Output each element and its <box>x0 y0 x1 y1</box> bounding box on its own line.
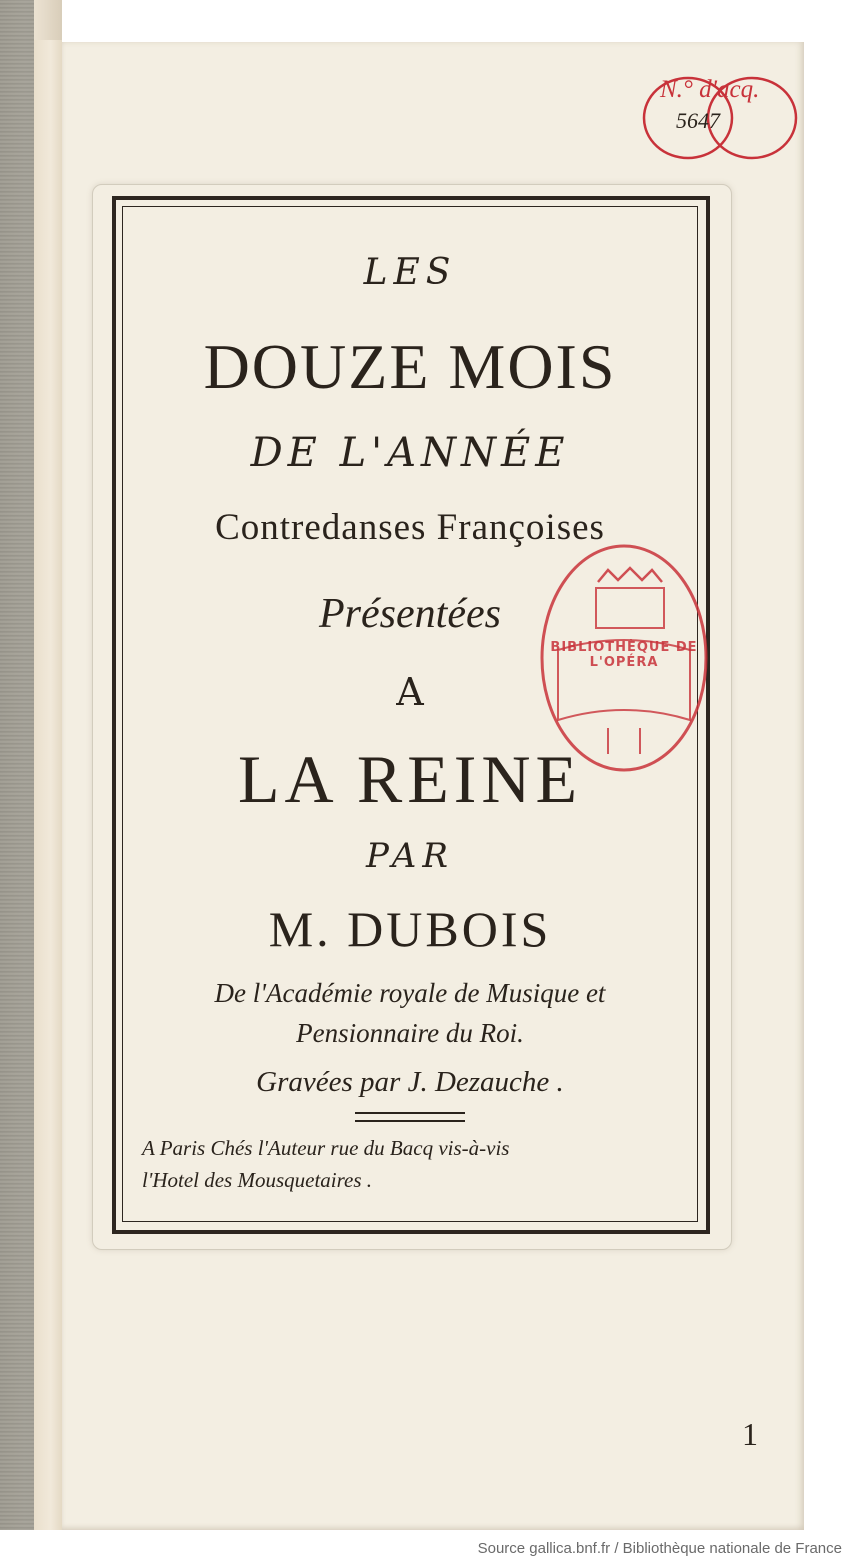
title-douze-mois: DOUZE MOIS <box>203 331 617 402</box>
subtitle-contredanses: Contredanses Françoises <box>215 507 605 548</box>
engraver-credit: Gravées par J. Dezauche . <box>256 1066 564 1098</box>
imprint-line-2: l'Hotel des Mousquetaires . <box>142 1168 373 1192</box>
acquisition-label: N.° d'acq. <box>660 76 760 103</box>
ornamental-rule <box>355 1112 465 1122</box>
book-binding <box>0 0 62 1530</box>
acquisition-number: 5647 <box>676 108 720 133</box>
author-name: M. DUBOIS <box>268 901 552 957</box>
byline-par: PAR <box>366 836 454 876</box>
author-title-line-2: Pensionnaire du Roi. <box>296 1018 524 1048</box>
source-credit: Source gallica.bnf.fr / Bibliothèque nationale de France <box>477 1540 842 1557</box>
dedicatee-la-reine: LA REINE <box>237 741 583 817</box>
imprint-line-1: A Paris Chés l'Auteur rue du Bacq vis-à-vis <box>142 1136 510 1160</box>
binding-cloth <box>0 0 34 1530</box>
dedication-a: A <box>396 670 424 714</box>
page-edges <box>34 40 62 1530</box>
folio-number: 1 <box>742 1416 758 1452</box>
dedication-presentees: Présentées <box>319 591 501 637</box>
title-de-lannee: DE L'ANNÉE <box>250 430 570 476</box>
author-title-line-1: De l'Académie royale de Musique et <box>214 978 606 1008</box>
title-les: LES <box>363 252 457 293</box>
library-stamp-text: BIBLIOTHÈQUE DE L'OPÉRA <box>550 640 698 670</box>
